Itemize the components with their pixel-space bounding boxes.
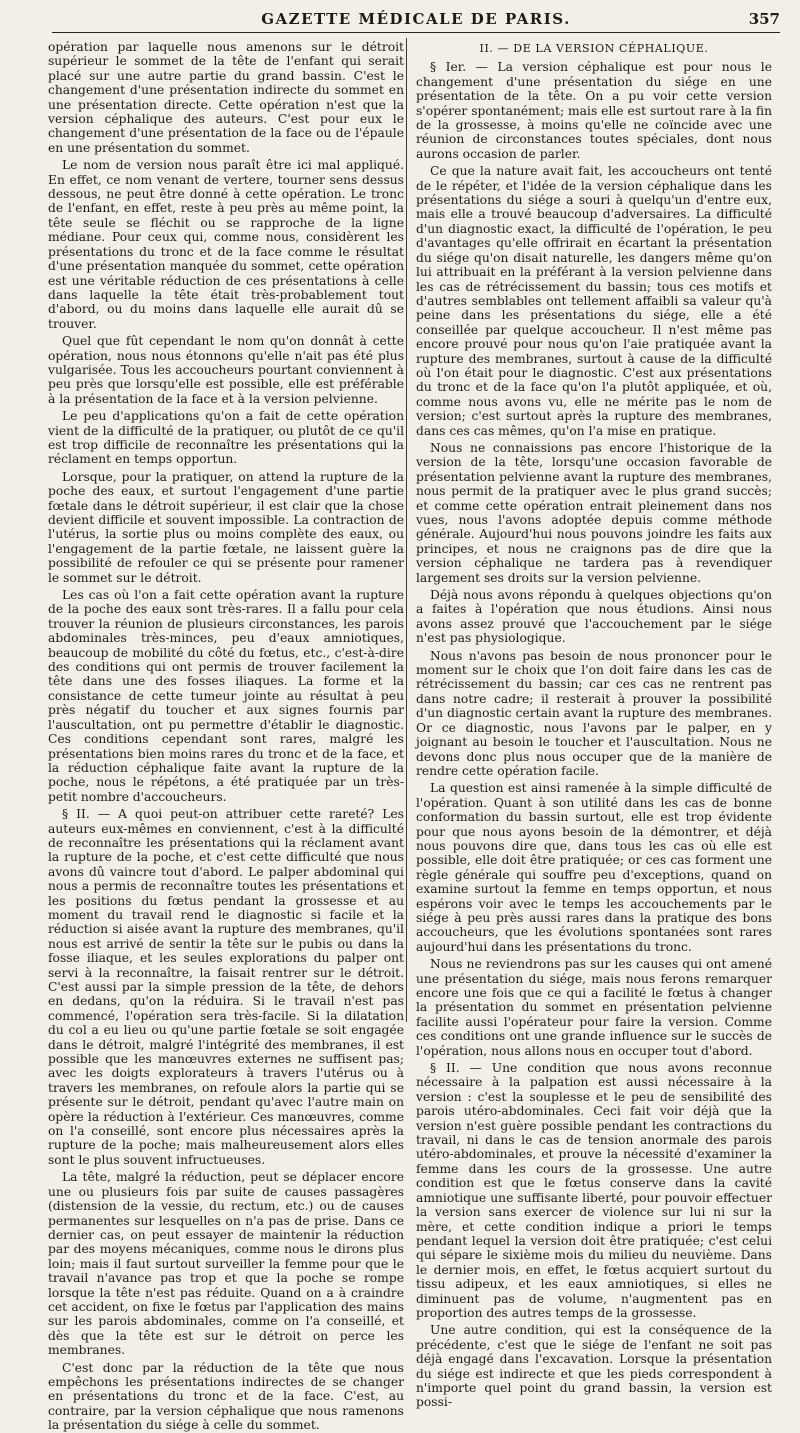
- paragraph: Une autre condition, qui est la conséquence de la précédente, c'est que le siége de l'enfant ne soit pas déjà engagé dans l'excavation. Lorsque la présentation du siége est indirecte et que les pieds correspondent à n'importe quel point du grand bassin, la version est possi-: [416, 1323, 772, 1410]
- right-column: [416, 40, 772, 1410]
- paragraph: Lorsque, pour la pratiquer, on attend la rupture de la poche des eaux, et surtout l'engagement d'une partie fœtale dans le détroit supérieur, il est clair que la chose devient difficile et souvent impossible. La contraction de l'utérus, la sortie plus ou moins complète des eaux, ou l'engagement de la partie fœtale, ne laissent guère la possibilité de refouler ce qui se présente pour ramener le sommet sur le détroit.: [48, 469, 404, 585]
- left-column: [48, 40, 404, 1433]
- paragraph: Nous ne connaissions pas encore l'historique de la version de la tête, lorsqu'une occasion favorable de présentation pelvienne avant la rupture des membranes, nous permit de la pratiquer avec le plus grand succès; et comme cette opération entrait pleinement dans nos vues, nous l'avons adoptée depuis comme méthode générale. Aujourd'hui nous pouvons joindre les faits aux principes, et nous ne craignons pas de dire que la version céphalique ne tardera pas à revendiquer largement ses droits sur la version pelvienne.: [416, 440, 772, 585]
- paragraph: Le nom de version nous paraît être ici mal appliqué. En effet, ce nom venant de vertere, tourner sens dessus dessous, ne peut être donné à cette opération. Le tronc de l'enfant, en effet, reste à peu près au même point, la tête seule se fléchit ou se rapproche de la ligne médiane. Pour ceux qui, comme nous, considèrent les présentations du tronc et de la face comme le résultat d'une présentation manquée du sommet, cette opération est une véritable réduction de ces présentations à celle dans laquelle la tête était très-probablement tout d'abord, ou du moins dans laquelle elle aurait dû se trouver.: [48, 158, 404, 331]
- paragraph: Les cas où l'on a fait cette opération avant la rupture de la poche des eaux sont très-rares. Il a fallu pour cela trouver la réunion de plusieurs circonstances, les parois abdominales très-minces, peu d'eaux amniotiques, beaucoup de mobilité du côté du fœtus, etc., c'est-à-dire des conditions qui ont permis de trouver facilement la tête dans une des fosses iliaques. La forme et la consistance de cette tumeur jointe au résultat à peu près négatif du toucher et aux signes fournis par l'auscultation, ont pu permettre d'établir le diagnostic. Ces conditions cependant sont rares, malgré les présentations bien moins rares du tronc et de la face, et la réduction céphalique faite avant la rupture de la poche, nous le répétons, a été pratiquée par un très-petit nombre d'accoucheurs.: [48, 588, 404, 804]
- column-divider: [406, 38, 407, 1022]
- running-title: GAZETTE MÉDICALE DE PARIS.: [261, 10, 571, 28]
- paragraph: § II. — Une condition que nous avons reconnue nécessaire à la palpation est aussi nécessaire à la version : c'est la souplesse et le peu de sensibilité des parois utéro-abdominales. Ceci fait voir déjà que la version n'est guère possible pendant les contractions du travail, ni dans le cas de tension anormale des parois utéro-abdominales, et prouve la nécessité d'examiner la femme dans les cours de la grossesse. Une autre condition est que le fœtus conserve dans la cavité amniotique une suffisante liberté, pour pouvoir effectuer la version sans exercer de violence sur lui ni sur la mère, et cette condition indique a priori le temps pendant lequel la version doit être pratiquée; c'est celui qui sépare le sixième mois du milieu du neuvième. Dans le dernier mois, en effet, le fœtus acquiert surtout du tissu adipeux, et les eaux amniotiques, si elles ne diminuent pas de volume, n'augmentent pas en proportion des autres temps de la grossesse.: [416, 1061, 772, 1320]
- paragraph: Le peu d'applications qu'on a fait de cette opération vient de la difficulté de la pratiquer, ou plutôt de ce qu'il est trop difficile de reconnaître les présentations qui la réclament en temps opportun.: [48, 409, 404, 467]
- paragraph: La question est ainsi ramenée à la simple difficulté de l'opération. Quant à son utilité dans les cas de bonne conformation du bassin surtout, elle est trop évidente pour que nous ayons besoin de la démontrer, et déjà nous pouvons dire que, dans tous les cas où elle est possible, elle doit être pratiquée; or ces cas forment une règle générale qui souffre peu d'exceptions, quand on examine surtout la femme en temps opportun, et nous espérons voir avec le temps les accouchements par le siége à peu près aussi rares dans la pratique des bons accoucheurs, que les évolutions spontanées sont rares aujourd'hui dans les présentations du tronc.: [416, 781, 772, 954]
- paragraph: § Ier. — La version céphalique est pour nous le changement d'une présentation du siége en une présentation de la tête. On a pu voir cette version s'opérer spontanément; mais elle est surtout rare à la fin de la grossesse, à moins qu'elle ne coïncide avec une réunion de circonstances toutes spéciales, dont nous aurons occasion de parler.: [416, 60, 772, 161]
- page-number: 357: [748, 10, 780, 28]
- paragraph: La tête, malgré la réduction, peut se déplacer encore une ou plusieurs fois par suite de causes passagères (distension de la vessie, du rectum, etc.) ou de causes permanentes sur lesquelles on n'a pas de prise. Dans ce dernier cas, on peut essayer de maintenir la réduction par des moyens mécaniques, comme nous le dirons plus loin; mais il faut surtout surveiller la femme pour que le travail n'avance pas trop et que la poche se rompe lorsque la tête n'est pas réduite. Quand on a à craindre cet accident, on fixe le fœtus par l'application des mains sur les parois abdominales, comme on l'a conseillé, et dès que la tête est sur le détroit on perce les membranes.: [48, 1170, 404, 1358]
- paragraph: Déjà nous avons répondu à quelques objections qu'on a faites à l'opération que nous étudions. Ainsi nous avons assez prouvé que l'accouchement par le siége n'est pas physiologique.: [416, 588, 772, 646]
- paragraph: Ce que la nature avait fait, les accoucheurs ont tenté de le répéter, et l'idée de la version céphalique dans les présentations du siége a souri à quelqu'un d'entre eux, mais elle a trouvé beaucoup d'adversaires. La difficulté d'un diagnostic exact, la difficulté de l'opération, le peu d'avantages qu'elle offrirait en écartant la présentation du siége qu'on disait naturelle, les dangers même qu'on lui attribuait en la préférant à la version pelvienne dans les cas de rétrécissement du bassin; tous ces motifs et d'autres semblables ont tellement affaibli sa valeur qu'à peine dans les présentations du siége, elle a été conseillée par quelque accoucheur. Il n'est même pas encore prouvé pour nous qu'on l'aie pratiquée avant la rupture des membranes, surtout à cause de la difficulté où l'on était pour le diagnostic. C'est aux présentations du tronc et de la face qu'on l'a plutôt appliquée, et où, comme nous avons vu, elle ne mérite pas le nom de version; c'est surtout après la rupture des membranes, dans ces cas mêmes, qu'on l'a mise en pratique.: [416, 164, 772, 438]
- page-header: [52, 6, 780, 33]
- paragraph: C'est donc par la réduction de la tête que nous empêchons les présentations indirectes de se changer en présentations du tronc et de la face. C'est, au contraire, par la version céphalique que nous ramenons la présentation du siége à celle du sommet.: [48, 1360, 404, 1433]
- paragraph: opération par laquelle nous amenons sur le détroit supérieur le sommet de la tête de l'enfant qui serait placé sur une autre partie du grand bassin. C'est le changement d'une présentation indirecte du sommet en une présentation directe. Cette opération n'est que la version céphalique des auteurs. C'est pour eux le changement d'une présentation de la face ou de l'épaule en une présentation du sommet.: [48, 40, 404, 155]
- paragraph: Nous ne reviendrons pas sur les causes qui ont amené une présentation du siége, mais nous ferons remarquer encore une fois que ce qui a facilité le fœtus à changer la présentation du sommet en présentation pelvienne facilite aussi l'opérateur pour faire la version. Comme ces conditions ont une grande influence sur le succès de l'opération, nous allons nous en occuper tout d'abord.: [416, 957, 772, 1058]
- paragraph: Quel que fût cependant le nom qu'on donnât à cette opération, nous nous étonnons qu'elle n'ait pas été plus vulgarisée. Tous les accoucheurs pourtant conviennent à peu près que lorsqu'elle est possible, elle est préférable à la présentation de la face et à la version pelvienne.: [48, 334, 404, 406]
- paragraph: Nous n'avons pas besoin de nous prononcer pour le moment sur le choix que l'on doit faire dans les cas de rétrécissement du bassin; car ces cas ne rentrent pas dans notre cadre; il resterait à prouver la possibilité d'un diagnostic certain avant la rupture des membranes. Or ce diagnostic, nous l'avons par le palper, en y joignant au besoin le toucher et l'auscultation. Nous ne devons donc plus nous occuper que de la manière de rendre cette opération facile.: [416, 648, 772, 778]
- paragraph: § II. — A quoi peut-on attribuer cette rareté? Les auteurs eux-mêmes en conviennent, c'est à la difficulté de reconnaître les présentations qui la réclament avant la rupture de la poche, et c'est cette difficulté que nous avons dû vaincre tout d'abord. Le palper abdominal qui nous a permis de reconnaître toutes les présentations et les positions du fœtus pendant la grossesse et au moment du travail rend le diagnostic si facile et la réduction si aisée avant la rupture des membranes, qu'il nous est arrivé de sentir la tête sur le pubis ou dans la fosse iliaque, et les seules explorations du palper ont servi à la reconnaître, la faisait rentrer sur le détroit. C'est aussi par la simple pression de la tête, de dehors en dedans, qu'on la réduira. Si le travail n'est pas commencé, l'opération sera très-facile. Si la dilatation du col a eu lieu ou qu'une partie fœtale se soit engagée dans le détroit, malgré l'intégrité des membranes, il est possible que les manœuvres externes ne suffisent pas; avec les doigts explorateurs à travers l'utérus ou à travers les membranes, on refoule alors la partie qui se présente sur le détroit, pendant qu'avec l'autre main on opère la réduction à l'extérieur. Ces manœuvres, comme on l'a conseillé, sont encore plus nécessaires après la rupture de la poche; mais malheureusement alors elles sont le plus souvent infructueuses.: [48, 807, 404, 1167]
- section-title: II. — DE LA VERSION CÉPHALIQUE.: [479, 42, 709, 55]
